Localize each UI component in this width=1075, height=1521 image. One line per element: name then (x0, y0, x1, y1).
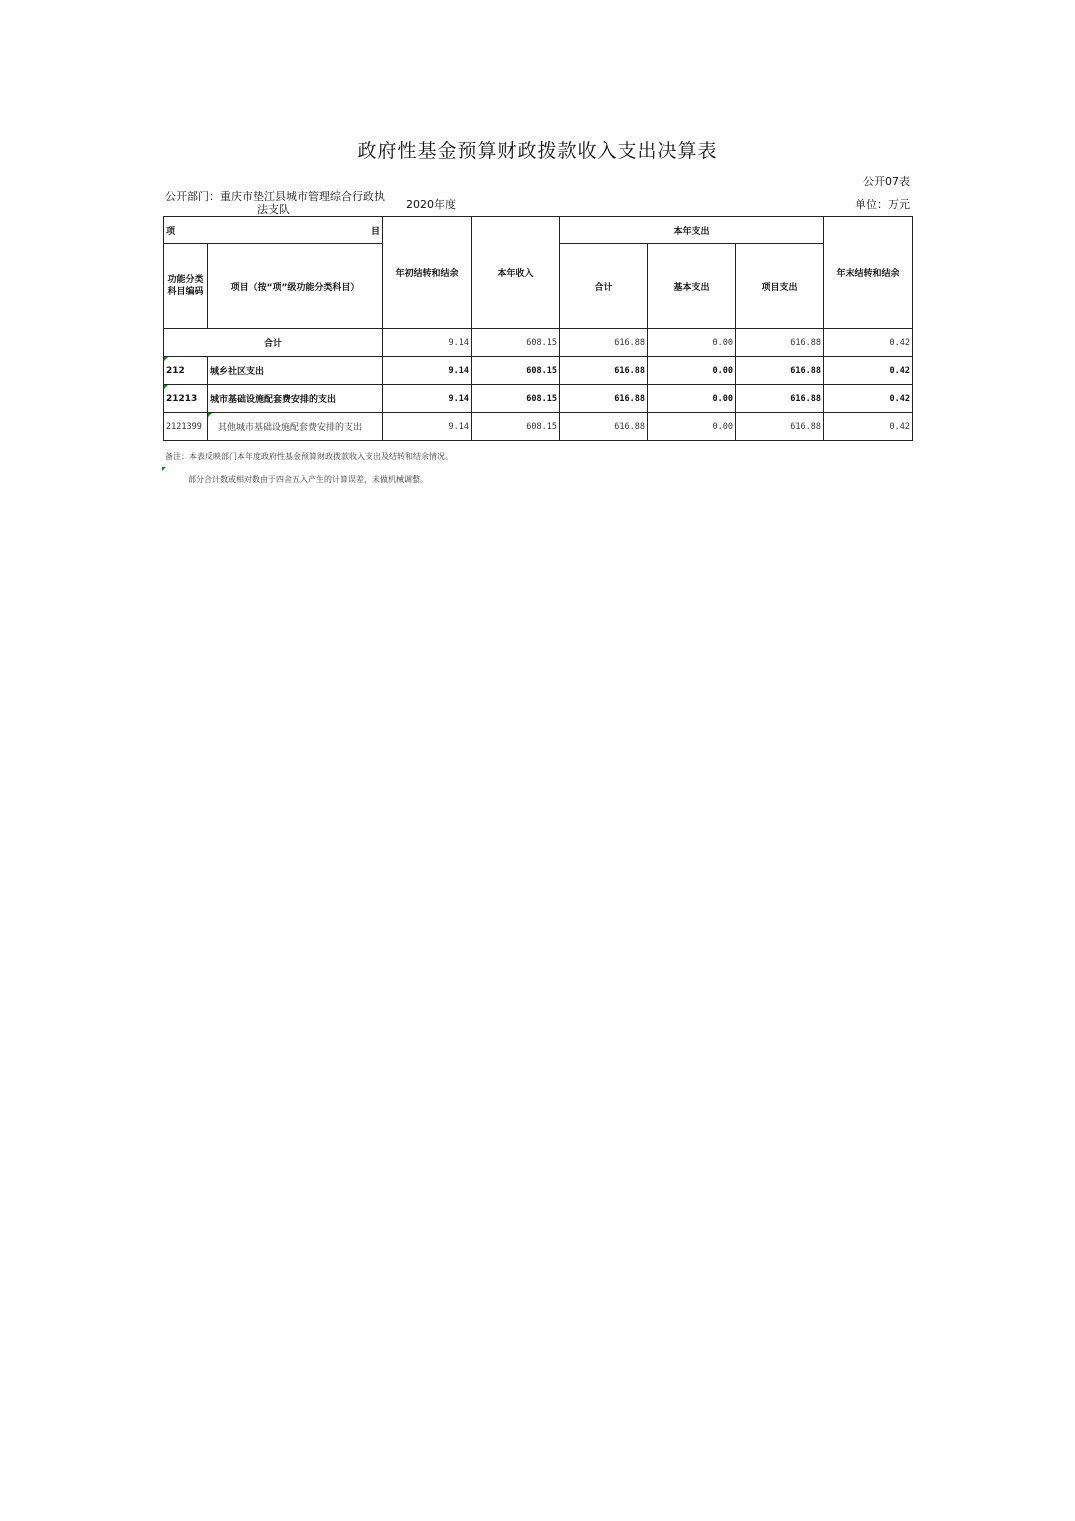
cell-exp-project: 616.88 (736, 357, 824, 385)
cell-exp-basic: 0.00 (648, 357, 736, 385)
cell-end-balance: 0.42 (824, 329, 913, 357)
header-begin-balance: 年初结转和结余 (383, 217, 472, 329)
cell-begin-balance: 9.14 (383, 357, 472, 385)
cell-begin-balance: 9.14 (383, 413, 472, 441)
cell-exp-project: 616.88 (736, 385, 824, 413)
cell-begin-balance: 9.14 (383, 329, 472, 357)
table-row (164, 357, 913, 385)
header-name: 项目（按“项”级功能分类科目） (208, 244, 383, 329)
form-number: 公开07表 (863, 175, 910, 188)
cell-marker-icon (162, 467, 166, 471)
cell-exp-total: 616.88 (560, 329, 648, 357)
header-exp-basic: 基本支出 (648, 244, 736, 329)
cell-code: 21213 (164, 385, 208, 413)
header-xiang-mu (164, 217, 383, 244)
cell-exp-project: 616.88 (736, 329, 824, 357)
header-exp-project: 项目支出 (736, 244, 824, 329)
cell-income: 608.15 (472, 413, 560, 441)
cell-name: 城乡社区支出 (208, 357, 383, 385)
cell-end-balance: 0.42 (824, 385, 913, 413)
fiscal-year: 2020年度 (406, 198, 456, 211)
header-exp-total: 合计 (560, 244, 648, 329)
cell-end-balance: 0.42 (824, 357, 913, 385)
footnote-2: 部分合计数或相对数由于四舍五入产生的计算误差，未做机械调整。 (188, 475, 428, 484)
unit-label: 单位：万元 (855, 198, 910, 211)
cell-exp-total: 616.88 (560, 385, 648, 413)
cell-exp-basic: 0.00 (648, 329, 736, 357)
cell-name: 其他城市基础设施配套费安排的支出 (208, 413, 383, 441)
header-xiang: 项 (166, 226, 176, 237)
table-row (164, 385, 913, 413)
department-line-2: 法支队 (257, 203, 290, 216)
cell-exp-basic: 0.00 (648, 385, 736, 413)
cell-exp-total: 616.88 (560, 413, 648, 441)
header-code: 功能分类科目编码 (164, 244, 208, 329)
header-end-balance: 年末结转和结余 (824, 217, 913, 329)
cell-exp-basic: 0.00 (648, 413, 736, 441)
cell-income: 608.15 (472, 357, 560, 385)
header-mu: 目 (370, 226, 380, 237)
table-row (164, 413, 913, 441)
department-line-1: 公开部门：重庆市垫江县城市管理综合行政执 (165, 190, 385, 203)
budget-table (163, 216, 913, 441)
total-row (164, 329, 913, 357)
cell-income: 608.15 (472, 329, 560, 357)
cell-code: 212 (164, 357, 208, 385)
cell-begin-balance: 9.14 (383, 385, 472, 413)
cell-end-balance: 0.42 (824, 413, 913, 441)
department-label (165, 190, 387, 216)
cell-exp-project: 616.88 (736, 413, 824, 441)
cell-name: 城市基础设施配套费安排的支出 (208, 385, 383, 413)
cell-income: 608.15 (472, 385, 560, 413)
footnote-1: 备注：本表反映部门本年度政府性基金预算财政拨款收入支出及结转和结余情况。 (165, 452, 453, 461)
header-income: 本年收入 (472, 217, 560, 329)
header-expenditure: 本年支出 (560, 217, 824, 244)
page-title: 政府性基金预算财政拨款收入支出决算表 (357, 140, 718, 162)
total-label: 合计 (164, 329, 383, 357)
cell-exp-total: 616.88 (560, 357, 648, 385)
cell-code: 2121399 (164, 413, 208, 441)
